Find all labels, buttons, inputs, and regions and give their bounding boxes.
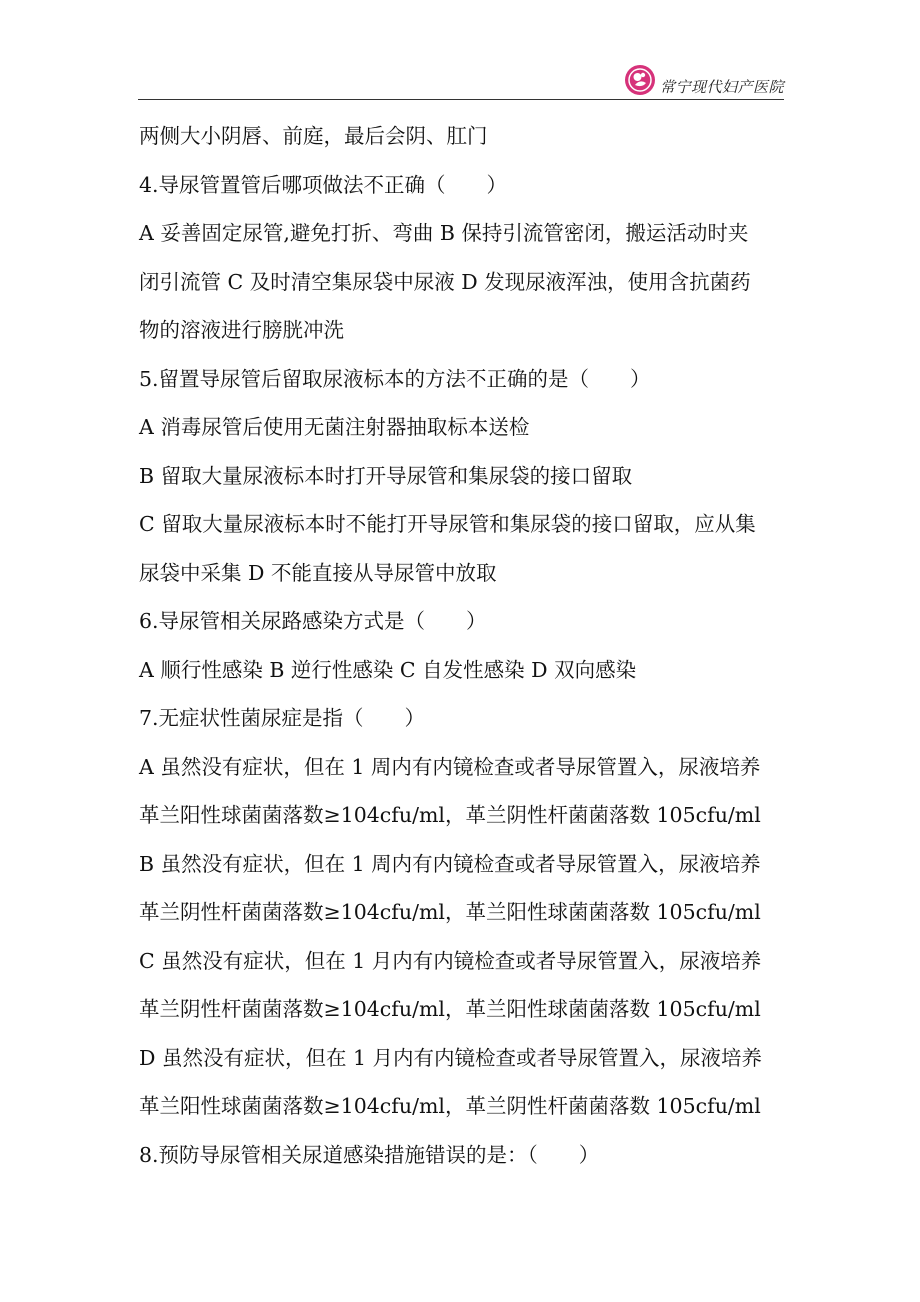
text-line: 两侧大小阴唇、前庭，最后会阴、肛门 (139, 124, 488, 148)
text-line: 革兰阳性球菌菌落数≥104cfu/ml，革兰阴性杆菌菌落数 105cfu/ml (139, 1094, 761, 1118)
text-line: A 顺行性感染 B 逆行性感染 C 自发性感染 D 双向感染 (139, 657, 637, 682)
hospital-logo-icon (624, 64, 656, 96)
text-line: A 消毒尿管后使用无菌注射器抽取标本送检 (139, 415, 530, 439)
text-line: C 虽然没有症状，但在 1 月内有内镜检查或者导尿管置入，尿液培养 (139, 948, 762, 973)
text-line: 物的溶液进行膀胱冲洗 (139, 318, 344, 342)
text-line: 闭引流管 C 及时清空集尿袋中尿液 D 发现尿液浑浊，使用含抗菌药 (139, 269, 751, 294)
text-line: 尿袋中采集 D 不能直接从导尿管中放取 (139, 560, 497, 585)
question-4: 4.导尿管置管后哪项做法不正确（ ） (139, 172, 508, 197)
text-line: 革兰阳性球菌菌落数≥104cfu/ml，革兰阴性杆菌菌落数 105cfu/ml (139, 803, 761, 827)
header-divider (138, 99, 784, 100)
question-8: 8.预防导尿管相关尿道感染措施错误的是：（ ） (139, 1142, 600, 1167)
page-header (138, 58, 784, 100)
text-line: A 妥善固定尿管,避免打折、弯曲 B 保持引流管密闭，搬运活动时夹 (139, 221, 749, 245)
hospital-name: 常宁现代妇产医院 (659, 78, 784, 96)
question-5: 5.留置导尿管后留取尿液标本的方法不正确的是（ ） (139, 366, 651, 391)
text-line: D 虽然没有症状，但在 1 月内有内镜检查或者导尿管置入，尿液培养 (139, 1045, 763, 1070)
document-body (139, 114, 789, 1181)
text-line: B 虽然没有症状，但在 1 周内有内镜检查或者导尿管置入，尿液培养 (139, 851, 761, 876)
text-line: 革兰阴性杆菌菌落数≥104cfu/ml，革兰阳性球菌菌落数 105cfu/ml (139, 997, 761, 1021)
text-line: C 留取大量尿液标本时不能打开导尿管和集尿袋的接口留取，应从集 (139, 512, 756, 536)
text-line: 革兰阴性杆菌菌落数≥104cfu/ml，革兰阳性球菌菌落数 105cfu/ml (139, 900, 761, 924)
question-6: 6.导尿管相关尿路感染方式是（ ） (139, 609, 487, 633)
text-line: A 虽然没有症状，但在 1 周内有内镜检查或者导尿管置入，尿液培养 (139, 754, 761, 779)
text-line: B 留取大量尿液标本时打开导尿管和集尿袋的接口留取 (139, 463, 633, 488)
question-7: 7.无症状性菌尿症是指（ ） (139, 706, 426, 730)
